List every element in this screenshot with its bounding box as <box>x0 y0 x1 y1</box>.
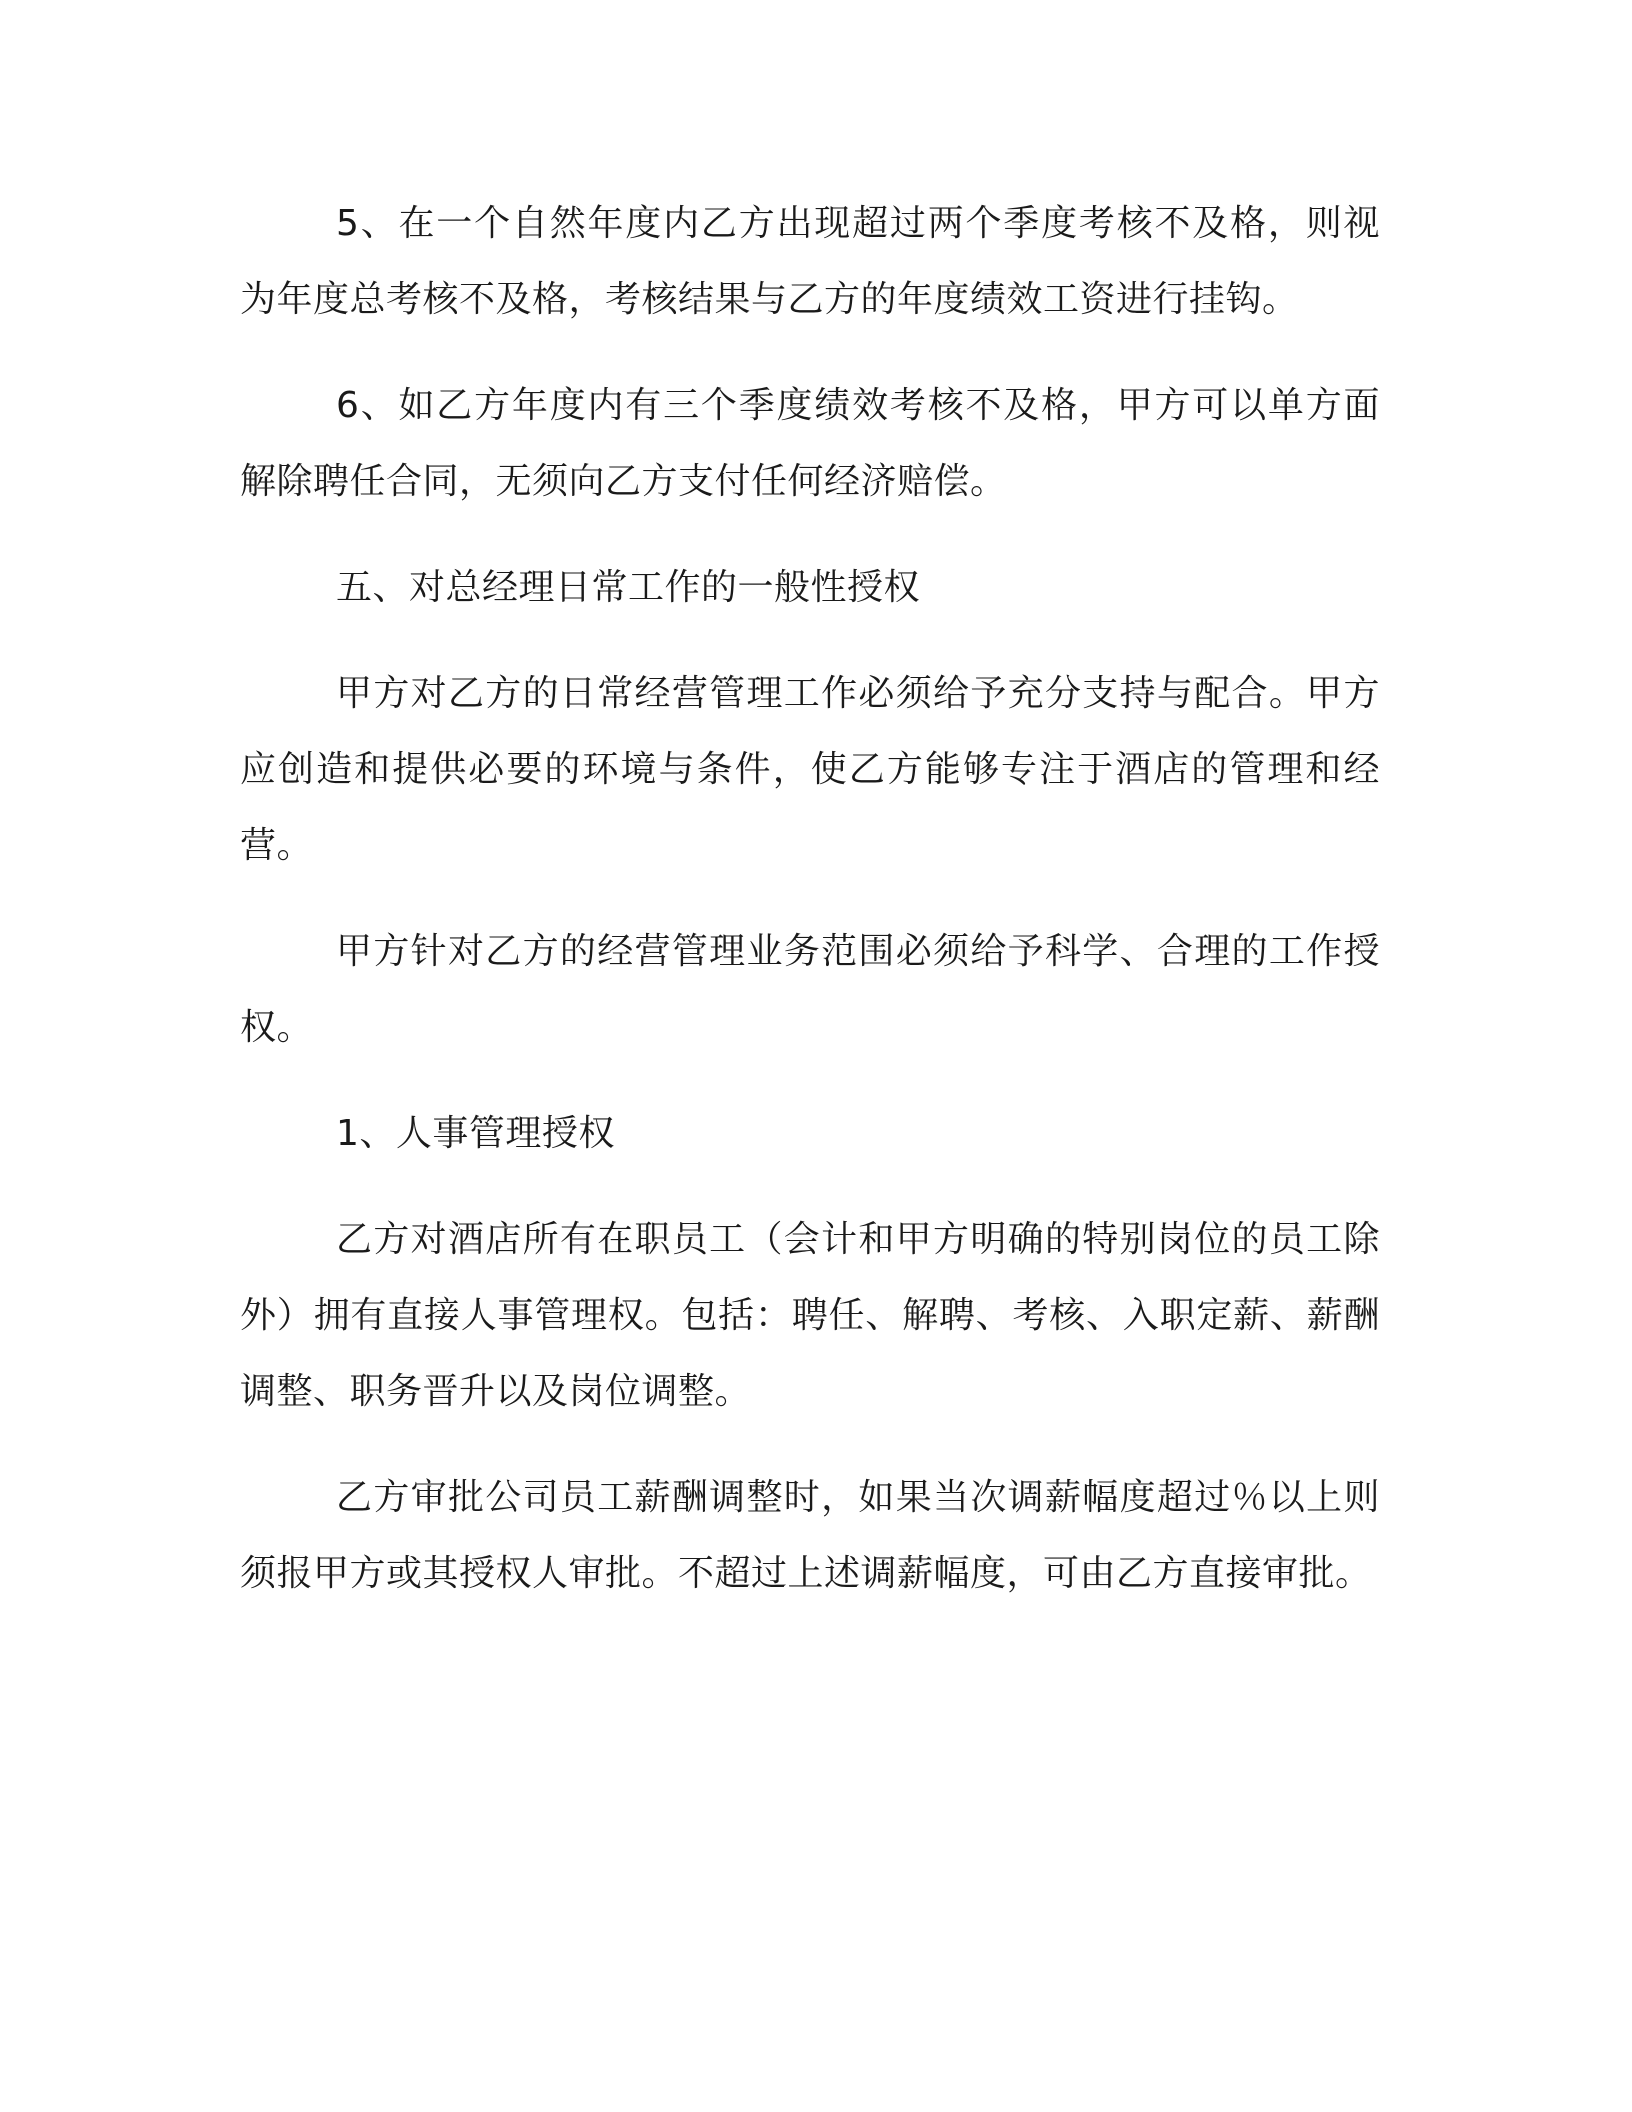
salary-approval-paragraph: 乙方审批公司员工薪酬调整时，如果当次调薪幅度超过％以上则须报甲方或其授权人审批。不超过上述调薪幅度，可由乙方直接审批。 <box>240 1477 1380 1594</box>
support-paragraph: 甲方对乙方的日常经营管理工作必须给予充分支持与配合。甲方应创造和提供必要的环境与条件，使乙方能够专注于酒店的管理和经营。 <box>240 673 1380 866</box>
document-body <box>240 186 1380 1642</box>
clause-6-paragraph: 6、如乙方年度内有三个季度绩效考核不及格，甲方可以单方面解除聘任合同，无须向乙方支付任何经济赔偿。 <box>240 385 1380 502</box>
section-5-heading: 五、对总经理日常工作的一般性授权 <box>336 567 921 608</box>
personnel-rights-paragraph: 乙方对酒店所有在职员工（会计和甲方明确的特别岗位的员工除外）拥有直接人事管理权。包括：聘任、解聘、考核、入职定薪、薪酬调整、职务晋升以及岗位调整。 <box>240 1219 1380 1412</box>
authorization-paragraph: 甲方针对乙方的经营管理业务范围必须给予科学、合理的工作授权。 <box>240 931 1380 1048</box>
clause-5-paragraph: 5、在一个自然年度内乙方出现超过两个季度考核不及格，则视为年度总考核不及格，考核结果与乙方的年度绩效工资进行挂钩。 <box>240 203 1380 320</box>
personnel-authorization-heading: 1、人事管理授权 <box>336 1113 615 1154</box>
